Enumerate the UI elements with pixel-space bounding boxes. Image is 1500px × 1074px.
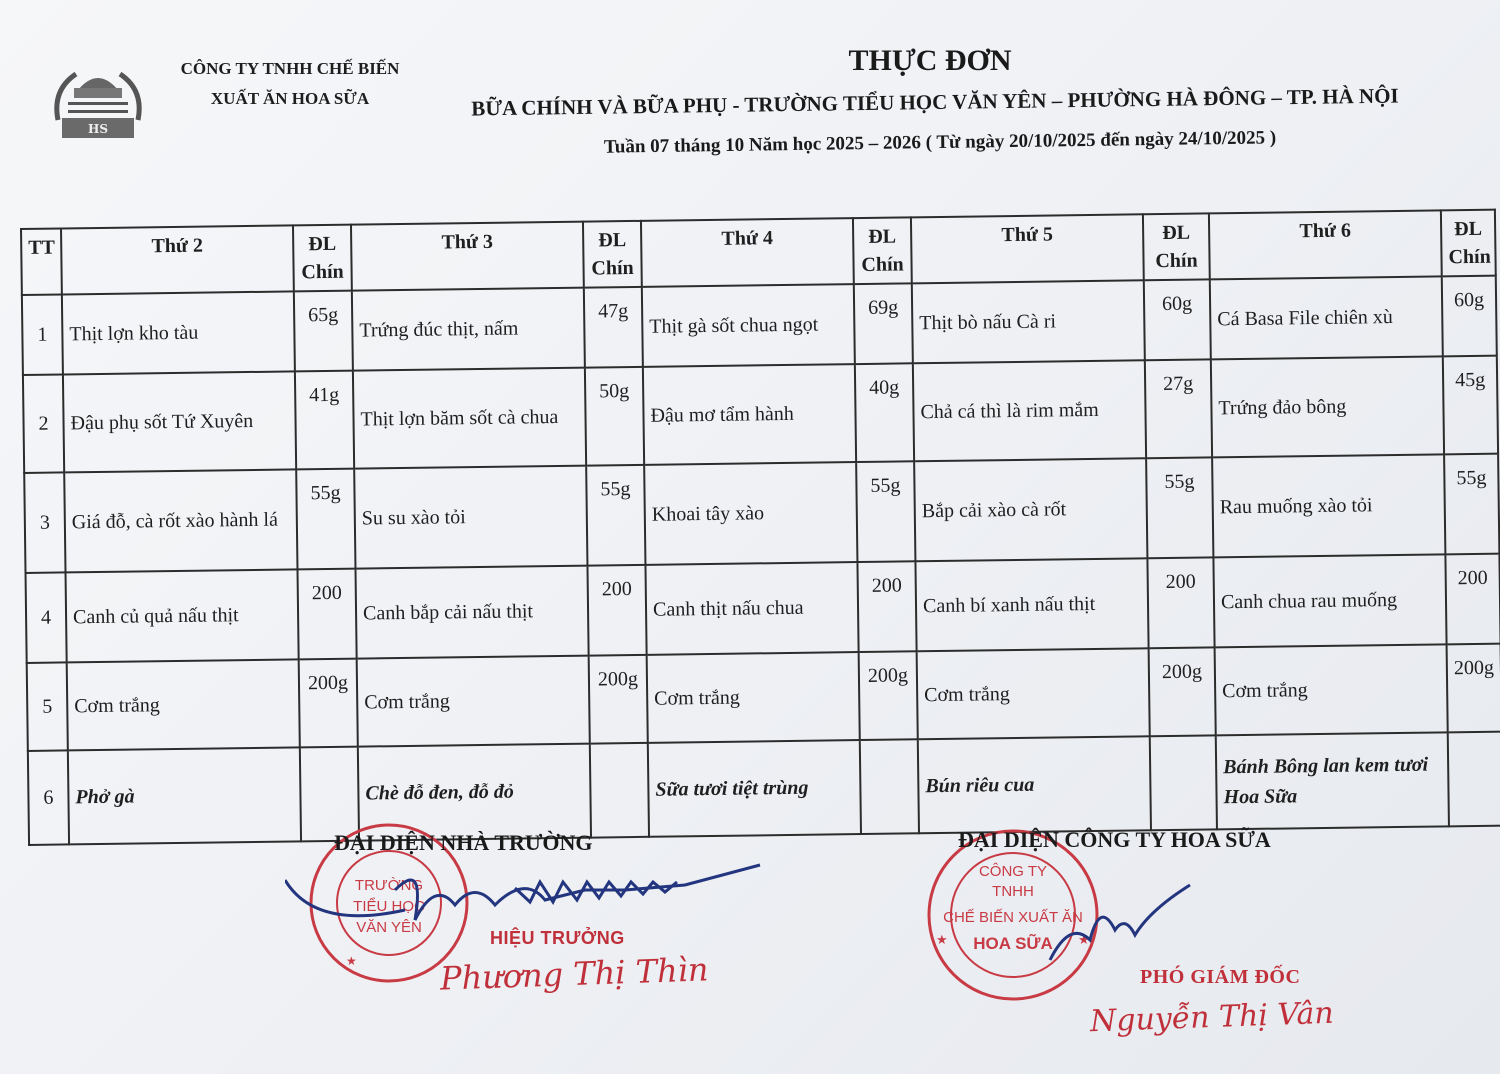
- logo-text: HS: [87, 122, 109, 136]
- document-title: THỰC ĐƠN: [848, 44, 1012, 77]
- svg-text:★: ★: [936, 932, 948, 947]
- row-number: 3: [24, 472, 65, 573]
- qty-cell: [1150, 735, 1217, 830]
- company-representative-label: ĐẠI DIỆN CÔNG TY HOA SỮA: [958, 827, 1271, 852]
- header-qty: ĐL Chín: [583, 221, 642, 288]
- svg-text:★: ★: [346, 954, 357, 968]
- header-day-3: Thứ 3: [351, 222, 584, 291]
- header-day-2: Thứ 2: [61, 225, 294, 294]
- dish-cell: Cá Basa File chiên xù: [1210, 276, 1443, 359]
- qty-cell: 41g: [295, 371, 354, 470]
- company-line-1: CÔNG TY TNHH CHẾ BIẾN: [180, 59, 400, 78]
- row-number: 4: [26, 572, 67, 663]
- document-subtitle: BỮA CHÍNH VÀ BỮA PHỤ - TRƯỜNG TIỂU HỌC VĂN YÊN – PHƯỜNG HÀ ĐÔNG – TP. HÀ NỘI: [471, 83, 1399, 121]
- qty-cell: [860, 739, 919, 834]
- dish-cell: Bắp cải xào cà rốt: [914, 458, 1147, 561]
- svg-text:VĂN YÊN: VĂN YÊN: [356, 919, 422, 936]
- dish-cell: Su su xào tỏi: [354, 466, 587, 569]
- deputy-director-role: PHÓ GIÁM ĐỐC: [1140, 966, 1301, 988]
- qty-cell: 60g: [1144, 279, 1211, 360]
- dish-cell: Cơm trắng: [647, 652, 860, 743]
- dish-cell: Đậu phụ sốt Tứ Xuyên: [63, 371, 296, 472]
- company-name: [160, 54, 420, 114]
- table-row: [23, 356, 1498, 473]
- row-number: 1: [22, 294, 63, 375]
- header-qty: ĐL Chín: [293, 225, 352, 292]
- dish-cell: Rau muống xào tỏi: [1212, 454, 1445, 557]
- deputy-director-ink-signature: [1040, 880, 1200, 970]
- qty-cell: 200g: [859, 651, 918, 740]
- dish-cell: Chè đỗ đen, đỗ đỏ: [358, 744, 591, 841]
- svg-text:TRƯỜNG: TRƯỜNG: [354, 877, 424, 894]
- school-representative-label: ĐẠI DIỆN NHÀ TRƯỜNG: [334, 830, 593, 855]
- qty-cell: [1448, 732, 1500, 827]
- qty-cell: 40g: [855, 363, 914, 462]
- qty-cell: 55g: [1146, 457, 1213, 558]
- dish-cell: Canh chua rau muống: [1213, 554, 1446, 647]
- header-qty: ĐL Chín: [853, 217, 912, 284]
- menu-table-wrapper: [20, 209, 1500, 846]
- dish-cell: Trứng đảo bông: [1211, 356, 1444, 457]
- table-row: [28, 732, 1500, 845]
- qty-cell: 200g: [1149, 647, 1216, 736]
- dish-cell: Cơm trắng: [357, 656, 590, 747]
- row-number: 6: [28, 750, 69, 845]
- svg-text:★: ★: [1078, 932, 1090, 947]
- row-number: 2: [23, 374, 64, 473]
- qty-cell: 65g: [294, 291, 353, 372]
- qty-cell: 27g: [1145, 359, 1212, 458]
- dish-cell: Cơm trắng: [67, 659, 300, 750]
- table-row: [24, 454, 1499, 573]
- principal-name: Phương Thị Thìn: [439, 950, 710, 998]
- svg-text:TNHH: TNHH: [992, 883, 1034, 900]
- dish-cell: Giá đỗ, cà rốt xào hành lá: [64, 469, 297, 572]
- dish-cell: Canh củ quả nấu thịt: [66, 569, 299, 662]
- row-number: 5: [27, 662, 68, 751]
- qty-cell: 55g: [856, 461, 915, 562]
- qty-cell: 200: [587, 565, 646, 656]
- dish-cell: Canh thịt nấu chua: [645, 562, 858, 655]
- qty-cell: [590, 743, 649, 838]
- qty-cell: 200g: [1447, 644, 1500, 733]
- qty-cell: 200: [1147, 557, 1214, 648]
- dish-cell: Trứng đúc thịt, nấm: [352, 288, 585, 371]
- svg-text:CÔNG TY: CÔNG TY: [978, 863, 1048, 880]
- dish-cell: Bún riêu cua: [918, 736, 1151, 833]
- qty-cell: 50g: [585, 367, 644, 466]
- dish-cell: Bánh Bông lan kem tươi Hoa Sữa: [1216, 732, 1449, 829]
- week-range: Tuần 07 tháng 10 Năm học 2025 – 2026 ( Từ ngày 20/10/2025 đến ngày 24/10/2025 ): [603, 127, 1277, 158]
- qty-cell: 200: [297, 569, 356, 660]
- qty-cell: 69g: [854, 283, 913, 364]
- qty-cell: 55g: [586, 465, 645, 566]
- qty-cell: 55g: [296, 469, 355, 570]
- company-line-2: XUẤT ĂN HOA SỮA: [210, 89, 370, 108]
- deputy-director-name: Nguyễn Thị Vân: [1089, 995, 1335, 1040]
- header-qty: ĐL Chín: [1441, 210, 1496, 277]
- hoa-sua-logo-icon: [48, 60, 148, 144]
- header-qty: ĐL Chín: [1143, 213, 1210, 280]
- dish-cell: Thịt bò nấu Cà ri: [912, 280, 1145, 363]
- dish-cell: Cơm trắng: [917, 648, 1150, 739]
- qty-cell: 200: [857, 561, 916, 652]
- menu-table: [20, 209, 1500, 846]
- dish-cell: Canh bí xanh nấu thịt: [915, 558, 1148, 651]
- dish-cell: Chả cá thì là rim mắm: [913, 360, 1146, 461]
- qty-cell: 200: [1445, 554, 1500, 645]
- header-day-4: Thứ 4: [641, 218, 854, 287]
- dish-cell: Cơm trắng: [1215, 644, 1448, 735]
- dish-cell: Sữa tươi tiệt trùng: [648, 740, 861, 837]
- svg-text:TIỂU HỌC: TIỂU HỌC: [353, 898, 425, 915]
- dish-cell: Thịt gà sốt chua ngọt: [642, 284, 855, 367]
- dish-cell: Đậu mơ tẩm hành: [643, 364, 856, 465]
- dish-cell: Thịt lợn kho tàu: [62, 291, 295, 374]
- qty-cell: 47g: [584, 287, 643, 368]
- svg-text:CHẾ BIẾN XUẤT ĂN: CHẾ BIẾN XUẤT ĂN: [943, 909, 1083, 926]
- qty-cell: 60g: [1442, 276, 1497, 357]
- dish-cell: Khoai tây xào: [644, 462, 857, 565]
- dish-cell: Canh bắp cải nấu thịt: [355, 566, 588, 659]
- dish-cell: Thịt lợn băm sốt cà chua: [353, 368, 586, 469]
- qty-cell: 200g: [299, 659, 358, 748]
- svg-text:HOA SỮA: HOA SỮA: [973, 934, 1053, 953]
- dish-cell: Phở gà: [68, 747, 301, 844]
- principal-role: HIỆU TRƯỞNG: [490, 928, 625, 948]
- qty-cell: 55g: [1444, 454, 1499, 555]
- qty-cell: 45g: [1443, 356, 1498, 455]
- header-day-5: Thứ 5: [911, 214, 1144, 283]
- qty-cell: 200g: [589, 655, 648, 744]
- header-tt: TT: [21, 228, 62, 295]
- header-day-6: Thứ 6: [1209, 210, 1442, 279]
